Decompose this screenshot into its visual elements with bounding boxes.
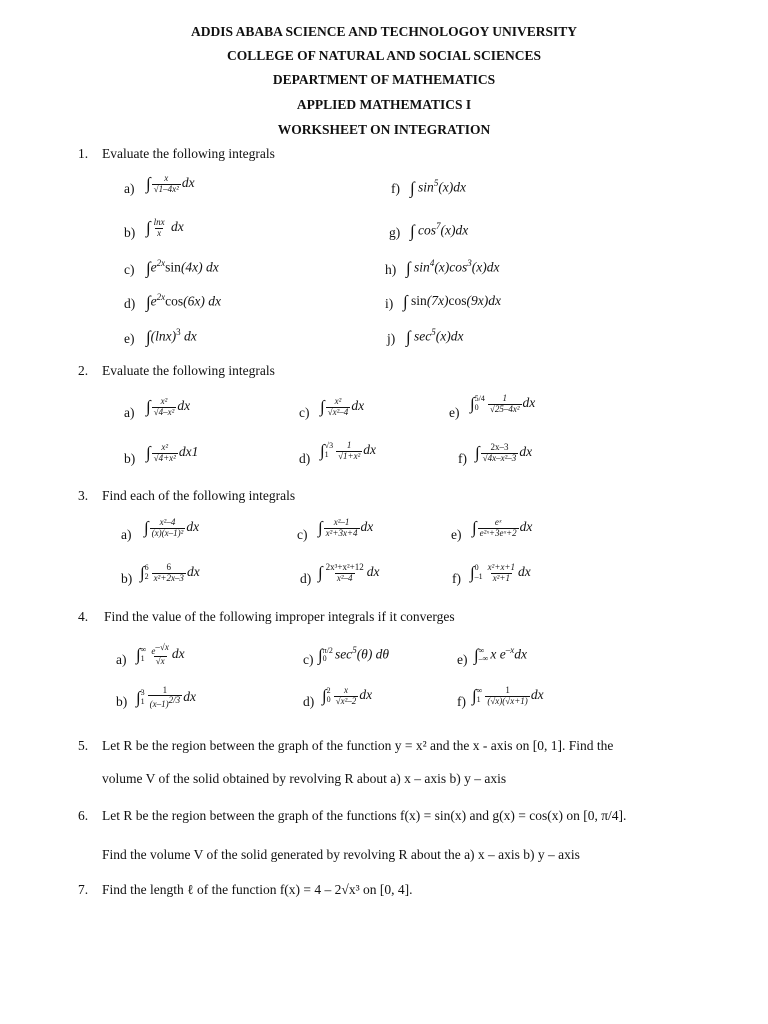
- q1g-integral: ∫ $\cos^7(x)dx$: [410, 221, 469, 241]
- q3-number: 3.: [78, 488, 89, 503]
- q2-number: 2.: [78, 363, 89, 378]
- q2-label-e: e): [449, 405, 460, 420]
- q6-number: 6.: [78, 808, 89, 823]
- q6-line1: Let R be the region between the graph of the functions f(x) = sin(x) and g(x) = cos(x) on [0, π/4].: [102, 808, 627, 823]
- q4c-integral: ∫ π/2 0 $\sec^5(\theta)$ dθ: [318, 645, 390, 665]
- q4-label-e: e): [457, 652, 468, 667]
- q2-text: Evaluate the following integrals: [102, 363, 275, 378]
- worksheet-title: WORKSHEET ON INTEGRATION: [277, 122, 491, 137]
- q2f-integral: ∫ $\frac{2x-3}{\text{√4x–x²–3}}$ dx: [475, 442, 533, 463]
- q4-label-f: f): [457, 694, 466, 709]
- q1-label-j: j): [387, 331, 396, 346]
- q4-number: 4.: [78, 609, 89, 624]
- q2b-integral: ∫ $\frac{\text{x²}}{\text{√4+x²}}$ dx1: [146, 442, 199, 463]
- q1-label-e: e): [124, 331, 135, 346]
- q3-label-e: e): [451, 527, 462, 542]
- q5-line1: Let R be the region between the graph of the function y = x² and the x - axis on [0, 1]. Find the: [102, 738, 614, 753]
- q1-label-b: b): [124, 225, 136, 240]
- q1-text: Evaluate the following integrals: [102, 146, 275, 161]
- q4a-integral: ∫ ∞ 1 $\frac{e^{-√x}}{√x}$ dx: [136, 642, 185, 667]
- q2c-integral: ∫ $\frac{\text{x²}}{\text{√x²–4}}$ dx: [320, 396, 365, 417]
- course-title: APPLIED MATHEMATICS I: [296, 97, 472, 112]
- q2-label-a: a): [124, 405, 135, 420]
- q2d-integral: ∫ √3 1 $\frac{1}{\text{√1+x²}}$ dx: [320, 440, 377, 461]
- q2-label-c: c): [299, 405, 310, 420]
- q3-label-c: c): [297, 527, 308, 542]
- q2-label-d: d): [299, 451, 311, 466]
- q1c-integral: $\int e^{2x}\sin(4x)$ dx: [146, 258, 219, 278]
- q1-label-g: g): [389, 225, 401, 240]
- q2-label-f: f): [458, 451, 467, 466]
- q2a-integral: ∫ $\frac{\text{x²}}{\text{√4–x²}}$ dx: [146, 396, 191, 417]
- q3-text: Find each of the following integrals: [102, 488, 296, 503]
- q3c-integral: ∫ $\frac{\text{x²–1}}{\text{x²+3x+4}}$ dx: [318, 517, 374, 538]
- department-title: DEPARTMENT OF MATHEMATICS: [272, 72, 496, 87]
- q4-text: Find the value of the following improper integrals if it converges: [104, 609, 455, 624]
- q1d-integral: $\int e^{2x}\cos(6x)$ dx: [146, 292, 222, 312]
- q1-label-i: i): [385, 296, 394, 311]
- q1i-integral: ∫ sin(7x)cos(9x)dx: [403, 292, 502, 311]
- q3f-integral: ∫ 0 –1 $\frac{\text{x²+x+1}}{\text{x²+1}}$ dx: [470, 562, 531, 583]
- q1-label-f: f): [391, 181, 400, 196]
- q2-label-b: b): [124, 451, 136, 466]
- q3-label-f: f): [452, 571, 461, 586]
- college-title: COLLEGE OF NATURAL AND SOCIAL SCIENCES: [227, 48, 541, 63]
- q1j-integral: ∫ $\sec^5(x)dx$: [406, 327, 464, 347]
- q4e-integral: ∫ ∞ –∞ x $e^{-x}dx$: [474, 645, 527, 665]
- q3e-integral: ∫ $\frac{\text{eˣ}}{\text{e²ˣ+3eˣ+2}}$ dx: [472, 517, 533, 538]
- q1a-integral: ∫ $\frac{x}{\text{√1–4x²}}$ dx: [146, 173, 195, 194]
- q1-number: 1.: [78, 146, 89, 161]
- q5-number: 5.: [78, 738, 89, 753]
- q4-label-d: d): [303, 694, 315, 709]
- q4-label-a: a): [116, 652, 127, 667]
- q6-line2: Find the volume V of the solid generated by revolving R about the a) x – axis b) y – axis: [102, 847, 580, 862]
- q7-number: 7.: [78, 882, 89, 897]
- q1h-integral: ∫ $\sin^4(x)\cos^3(x)dx$: [406, 258, 500, 278]
- q7-text: Find the length ℓ of the function f(x) = 4 – 2√x³ on [0, 4].: [102, 882, 413, 897]
- q3-label-d: d): [300, 571, 312, 586]
- q1-label-d: d): [124, 296, 136, 311]
- q3-label-a: a): [121, 527, 132, 542]
- q4b-integral: ∫ 3 1 $\frac{1}{(x-1)^{2/3}}$ dx: [136, 685, 196, 710]
- q3a-integral: ∫ $\frac{\text{x²–4}}{\text{(x)(x–1)²}}$ dx: [144, 517, 200, 538]
- q3b-integral: ∫ 6 2 $\frac{6}{\text{x²+2x–3}}$ dx: [140, 562, 200, 583]
- q1f-integral: ∫ $\sin^5(x)dx$: [410, 178, 467, 198]
- university-title: ADDIS ABABA SCIENCE AND TECHNOLOGOY UNIVERSITY: [191, 24, 577, 39]
- q3-label-b: b): [121, 571, 133, 586]
- q4-label-c: c): [303, 652, 314, 667]
- q4f-integral: ∫ ∞ 1 $\frac{1}{(√x)(√x+1)}$ dx: [472, 685, 544, 706]
- q1-label-c: c): [124, 262, 135, 277]
- q2e-integral: ∫ 5/4 0 $\frac{1}{\text{√25–4x²}}$ dx: [470, 393, 536, 414]
- q1b-integral: ∫ $\frac{\ln x}{x}$ dx: [146, 217, 184, 238]
- q4d-integral: ∫ 2 0 $\frac{x}{\text{√x²–2}}$ dx: [322, 685, 373, 706]
- q3d-integral: ∫ $\frac{\text{2x³+x²+12}}{\text{x²–4}}$ dx: [318, 562, 380, 583]
- q5-line2: volume V of the solid obtained by revolving R about a) x – axis b) y – axis: [102, 771, 507, 786]
- q1e-integral: $\int(\ln x)^3$ dx: [146, 327, 197, 347]
- q1-label-h: h): [385, 262, 397, 277]
- q1-label-a: a): [124, 181, 135, 196]
- q4-label-b: b): [116, 694, 128, 709]
